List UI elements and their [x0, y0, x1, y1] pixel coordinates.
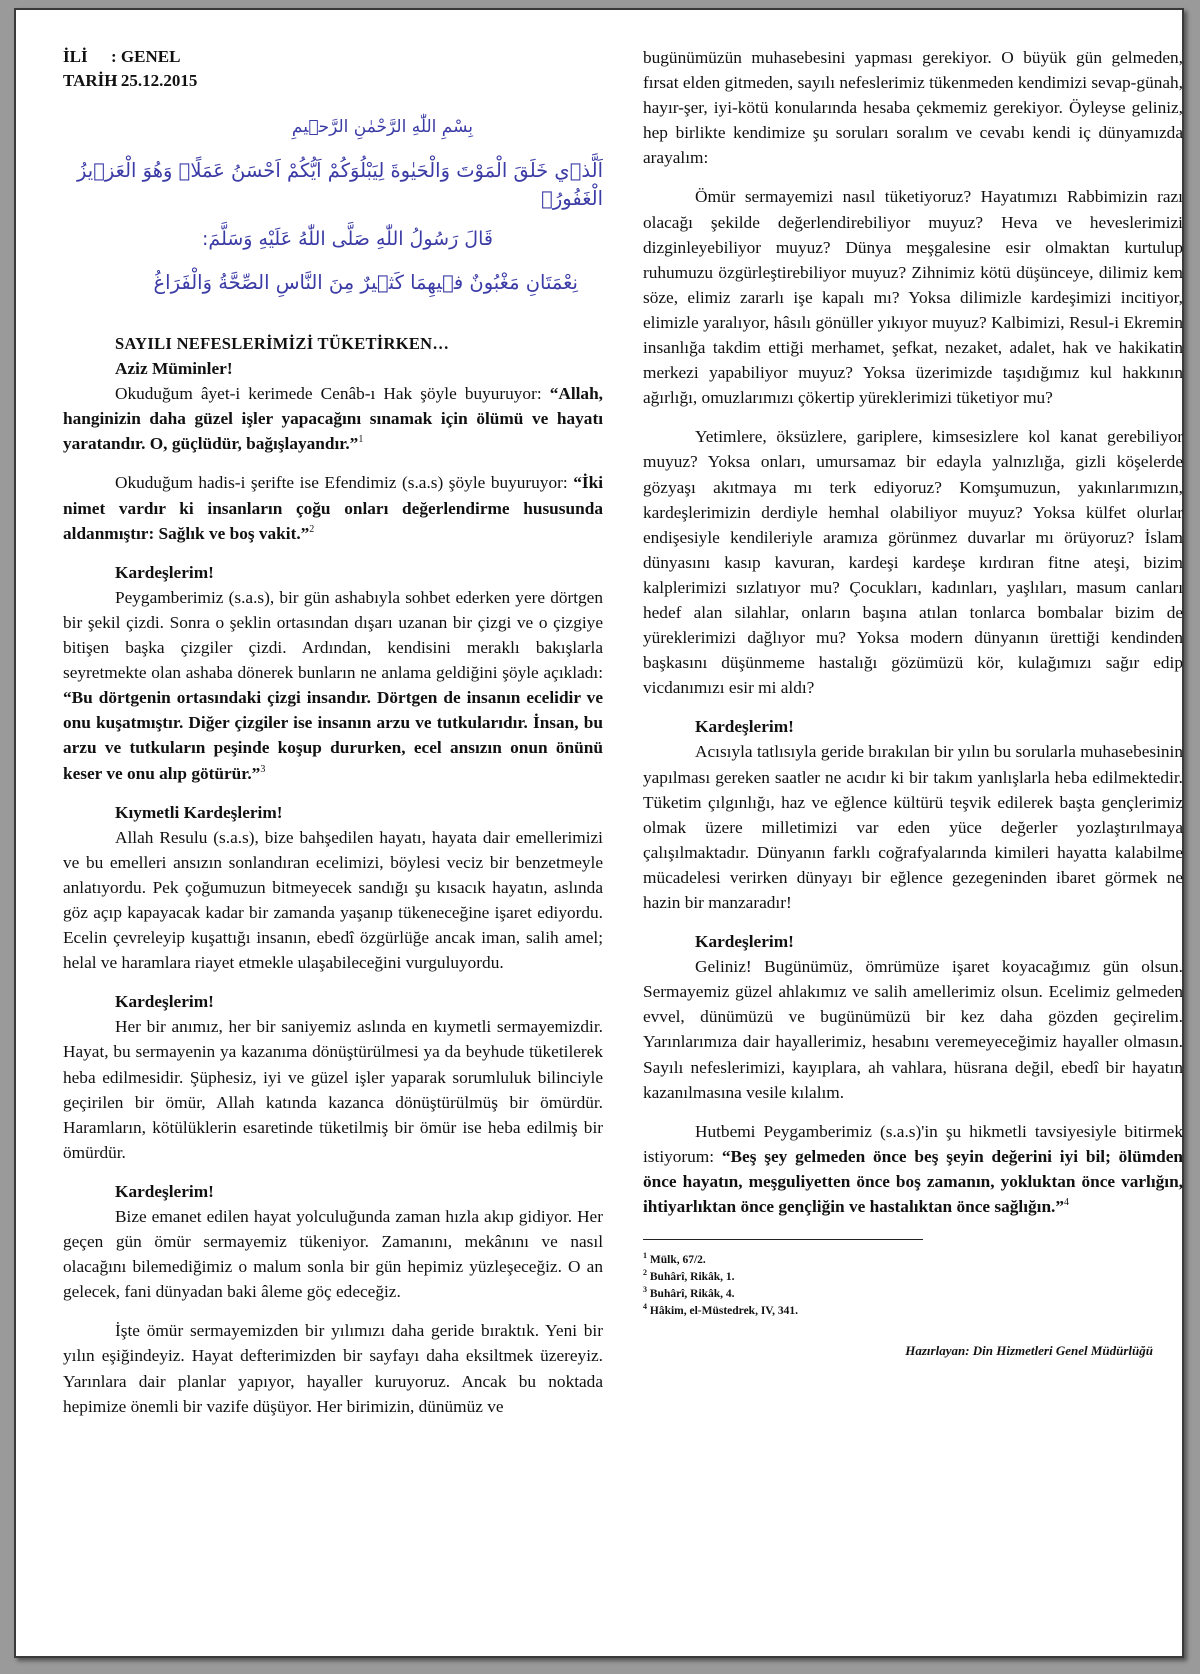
ayah-intro-text: Okuduğum âyet-i kerimede Cenâb-ı Hak şöyle buyuruyor:	[115, 384, 550, 404]
hadith-translation: “İki nimet vardır ki insanların çoğu onları değerlendirme hususunda aldanmıştır: Sağlık ve boş vakit.”	[63, 473, 603, 543]
heading-kardeslerim-2: Kardeşlerim!	[115, 992, 214, 1012]
left-column	[63, 10, 603, 1419]
paragraph-hadith	[63, 470, 603, 545]
paragraph-tuketim: Acısıyla tatlısıyla geride bırakılan bir yılın bu sorularla muhasebesinin yapılması gereken saatler ne acıdır ki bir takım yanlışlarla heba edilmektedir. Tüketim çılgınlığı, haz ve eğlence kültürü teşvik edilerek başta gençlerimiz olmak üzere milletimizi var eden yüce değerler yozlaştırılmaya çalışılmaktadır. Dünyanın farklı coğrafyalarında kimileri hayatta kalabilme mücadelesi verirken dünyayı bir eğlence gezegeninden ibaret görmek ne hazin bir manzaradır!	[643, 742, 1183, 912]
header-tarih	[63, 69, 603, 93]
document-page	[14, 8, 1184, 1658]
footnote-ref-1: 1	[358, 434, 364, 446]
footnote-text: Buhârî, Rikâk, 4.	[649, 1288, 735, 1301]
footnote-text: Hâkim, el-Müstedrek, IV, 341.	[649, 1305, 798, 1318]
footnote-text: Buhârî, Rikâk, 1.	[649, 1271, 735, 1284]
bes-sey-quote: “Beş şey gelmeden önce beş şeyin değerini iyi bil; ölümden önce hayatın, meşguliyetten önce boş zamanın, yokluktan önce varlığın, ihtiyarlıktan önce gençliğin ve hastalıktan önce sağlığın.”	[643, 1146, 1183, 1217]
paragraph-hutbe-sonu	[643, 1119, 1183, 1219]
tarih-value: : 25.12.2015	[111, 71, 198, 90]
paragraph-hayat-yolculugu: Bize emanet edilen hayat yolculuğunda zaman hızla akıp gidiyor. Her geçen gün ömür sermayemiz tükeniyor. Zamanını, mekânını ve nasıl olacağını bilemediğimiz o malum sonla bir gün hepimiz yüzleşeceğiz. O an gelecek, fani dünyadan baki âleme göç edeceğiz.	[63, 1207, 603, 1302]
tarih-label: TARİH	[63, 71, 118, 90]
paragraph-yeni-yil: İşte ömür sermayemizden bir yılımızı daha geride bıraktık. Yeni bir yılın eşiğindeyiz. Hayat defterimizden bir sayfayı daha eksiltmek üzereyiz. Yarınlara dair planlar yapıyor, hayaller kuruyoruz. Ancak bu noktada hepimize önemli bir vazife düşüyor. Her birimizin, dünümüz ve	[63, 1321, 603, 1416]
paragraph-yetimler: Yetimlere, öksüzlere, gariplere, kimsesizlere kol kanat gerebiliyor muyuz? Yoksa onları, umursamaz bir edayla yalnızlığa, gizli köşelerde gözyaşı akıtmaya mı terk ediyoruz? Komşumuzun, yakınlarımızın, kardeşlerimizin derdiyle hemhal olabiliyor muyuz? Yoksa külfet olurlar endişesiyle kendileriyle aramıza görünmez duvarlar mı örüyoruz? İslam dünyasını kasıp kavuran, kardeşi kardeşe kırdıran fitne ateşi, bizim kalplerimizi sızlatıyor mu? Çocukları, kadınları, yaşlıları, masum canları hedef alan silahlar, onların başına atılan tonlarca bombalar bizim de yüreklerimizi dağlıyor mu? Yoksa modern dünyanın ürettiği kendinden başkasını düşünmeme hastalığı gözümüzü kör, kulağımızı sağır edip vicdanımızı esir mi aldı?	[643, 427, 1183, 698]
il-label: İLİ	[63, 47, 88, 66]
sermon-title: SAYILI NEFESLERİMİZİ TÜKETİRKEN…	[115, 334, 450, 353]
paragraph-ayah	[63, 381, 603, 456]
paragraph-geliniz: Geliniz! Bugünümüz, ömrümüze işaret koyacağımız gün olsun. Sermayemiz güzel ahlakımız ve salih amellerimiz olsun. Ecelimiz gelmeden evvel, dünümüzü ve bugünümüzü bir kez daha gözden geçirelim. Yarınlarımıza dair hayallerimiz, hesabını veremeyeceğimiz hayaller olmasın. Sayılı nefeslerimizi, kayıplara, ah vahlara, hüsrana değil, ebedî bir hayatın kazanılmasına vesile kılalım.	[643, 957, 1183, 1102]
paragraph-allah-resulu: Allah Resulu (s.a.s), bize bahşedilen hayatı, hayata dair emellerimizi ve bu emelleri ansızın sonlandıran ecelimizi, böylesi veciz bir benzetmeyle anlatıyordu. Pek çoğumuzun bitmeyecek sandığı şu kısacık hayatın, aslında göz açıp kapayacak kadar bir zamanda yaşanıp tükeneceğine işaret ediyordu. Ecelin çevreleyip kuşattığı insanın, ebedî özgürlüğe ancak iman, salih amel; helal ve haramlara riayet etmekle ulaşabileceğini vurguluyordu.	[63, 827, 603, 973]
arabic-ayah: اَلَّذ۪ي خَلَقَ الْمَوْتَ وَالْحَيٰوةَ لِيَبْلُوَكُمْ اَيُّكُمْ اَحْسَنُ عَمَلًاۜ وَهُوَ الْعَز۪يزُ الْغَفُورُۙ	[77, 159, 603, 210]
footnote-3	[643, 1286, 923, 1303]
heading-kiymetli-kardeslerim: Kıymetli Kardeşlerim!	[115, 802, 283, 822]
hadith-intro-text: Okuduğum hadis-i şerifte ise Efendimiz (s.a.s) şöyle buyuruyor:	[115, 473, 574, 493]
ayah-translation: “Allah, hanginizin daha güzel işler yapacağını sınamak için ölümü ve hayatı yaratandır. O, güçlüdür, bağışlayandır.”	[63, 384, 603, 454]
footnote-ref-4: 4	[1064, 1197, 1070, 1209]
paragraph-dortgen	[63, 585, 603, 786]
footnote-ref-3: 3	[260, 763, 266, 775]
footnote-2	[643, 1269, 923, 1286]
arabic-basmala: بِسْمِ اللّٰهِ الرَّحْمٰنِ الرَّح۪يمِ	[291, 117, 473, 137]
heading-kardeslerim-4: Kardeşlerim!	[695, 717, 794, 737]
footnote-number: 2	[643, 1268, 647, 1278]
prepared-by: Hazırlayan: Din Hizmetleri Genel Müdürlüğü	[905, 1343, 1153, 1359]
footnote-ref-2: 2	[309, 523, 315, 535]
arabic-hadith: نِعْمَتَانِ مَغْبُونٌ ف۪يهِمَا كَث۪يرٌ مِنَ النَّاسِ الصِّحَّةُ وَالْفَرَاغُ	[153, 271, 578, 294]
footnote-4	[643, 1303, 923, 1320]
footnote-text: Mülk, 67/2.	[649, 1254, 706, 1267]
muhasebe-text: bugünümüzün muhasebesini yapması gerekiyor. O büyük gün gelmeden, fırsat elden gitmeden, sayılı nefeslerimiz tükenmeden kendimizi sevap-günah, hayır-şer, iyi-kötü konularında	[643, 48, 1183, 118]
heading-kardeslerim-5: Kardeşlerim!	[695, 932, 794, 952]
dortgen-text: Peygamberimiz (s.a.s), bir gün ashabıyla sohbet ederken yere dörtgen bir şekil çizdi. Sonra o şeklin ortasından dışarı uzanan bir çizgi ve o çizgiye bitişen başka çizgiler çizdi. Ardından, kendisini meraklı bakışlarla seyretmekte olan ashaba dönerek bunların ne anlama geldiğini şöyle açıkladı:	[63, 587, 603, 683]
footnotes	[643, 1239, 923, 1320]
dortgen-quote: “Bu dörtgenin ortasındaki çizgi insandır. Dörtgen de insanın ecelidir ve onu kuşatmıştır. Diğer çizgiler ise insanın arzu ve tutkularıdır. İnsan, bu arzu ve tutkuların peşinde koşup dururken, ecel ansızın onun önünü keser ve onu alıp götürür.”	[63, 688, 603, 783]
heading-kardeslerim-3: Kardeşlerim!	[115, 1181, 214, 1201]
il-value: : GENEL	[111, 47, 181, 66]
paragraph-muhasebe	[643, 45, 1183, 170]
paragraph-omur-sermayesi: Ömür sermayemizi nasıl tüketiyoruz? Hayatımızı Rabbimizin razı olacağı şekilde değerlendirebiliyor muyuz? Heva ve heveslerimizi dizginleyebiliyor muyuz? Dünya meşgalesine esir olmaktan kurtulup ruhumuzu özgürleştirebiliyor muyuz? Zihnimiz kötü düşünceye, dilimiz kem söze, elimiz zararlı işe kapalı mı? Yoksa dilimizle kardeşimizi incitiyor, elimizle yaralıyor, hâsılı gönüller yıkıyor muyuz? Kalbimizi, Resul-i Ekremin insanlığa takdim ettiği merhamet, şefkat, nezaket, adalet, hak ve hakikatin merkezi yapabiliyor muyuz? Yoksa üzerimizde taşıdığımız kul hakkının ağırlığı, omuzlarımızı çökertip yüreklerimizi tüketiyor mu?	[643, 187, 1183, 408]
arabic-hadith-intro: قَالَ رَسُولُ اللّٰهِ صَلَّى اللّٰهُ عَلَيْهِ وَسَلَّمَ:	[202, 228, 493, 250]
muhasebe-text-2: hesaba çekmemiz gerekiyor. Öyleyse geliniz, hep birlikte kendimize şu soruları soralım ve cevabı kendi iç dünyamızda arayalım:	[643, 98, 1183, 168]
footnote-number: 1	[643, 1251, 647, 1261]
header-il	[63, 45, 603, 69]
footnote-1	[643, 1252, 923, 1269]
footnote-number: 4	[643, 1302, 647, 1312]
hutbe-sonu-text: Hutbemi Peygamberimiz (s.a.s)'in şu hikmetli tavsiyesiyle bitirmek istiyorum:	[643, 1121, 1183, 1166]
paragraph-sermaye: Her bir anımız, her bir saniyemiz aslında en kıymetli sermayemizdir. Hayat, bu sermayenin ya kazanıma dönüştürülmesi ya da beyhude tüketilerek heba edilmesidir. Şüphesiz, iyi ve güzel işler yaparak sorumluluk bilinciyle geçirilen bir ömür, Allah katında kazanca dönüştürülmüş bir ömürdür. Haramların, kötülüklerin esaretinde tüketilmiş bir ömür ise heba edilmiş bir ömürdür.	[63, 1017, 603, 1162]
footnote-number: 3	[643, 1285, 647, 1295]
heading-aziz-muminler: Aziz Müminler!	[115, 359, 233, 379]
heading-kardeslerim-1: Kardeşlerim!	[115, 562, 214, 582]
right-column	[643, 10, 1183, 1363]
